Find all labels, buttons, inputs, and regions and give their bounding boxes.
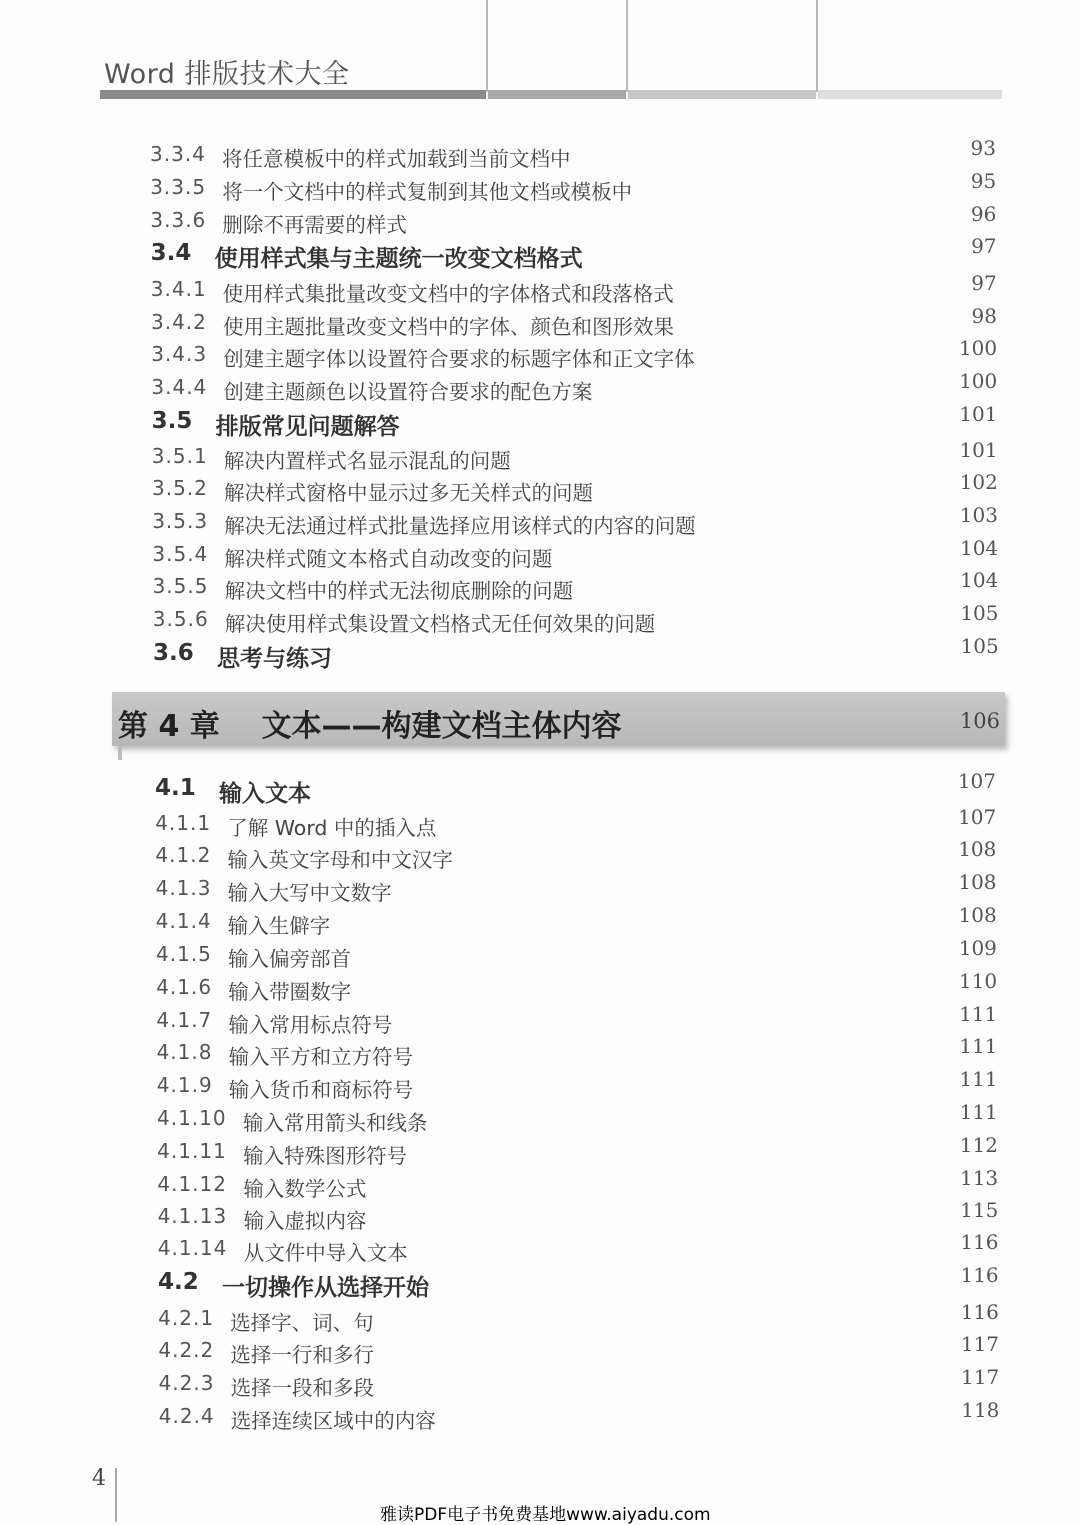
toc-entry-page: 117 <box>960 1332 1000 1356</box>
toc-entry-number: 4.1 <box>155 775 196 801</box>
toc-entry-page: 112 <box>959 1133 998 1157</box>
toc-entry-page: 111 <box>959 1002 998 1026</box>
toc-entry-number: 4.1.1 <box>155 811 212 835</box>
toc-entry[interactable] <box>0 903 1080 941</box>
toc-entry-number: 4.1.9 <box>156 1073 213 1097</box>
toc-entry-number: 4.1.12 <box>157 1172 227 1196</box>
book-title: Word 排版技术大全 <box>104 59 350 90</box>
toc-entry-title: 将任意模板中的样式加载到当前文档中 <box>222 147 571 171</box>
toc-entry-number: 3.4.1 <box>150 277 207 301</box>
toc-entry-title: 一切操作从选择开始 <box>221 1275 429 1301</box>
toc-entry-number: 4.2 <box>157 1269 199 1295</box>
toc-entry-page: 100 <box>958 336 998 360</box>
toc-entry-page: 101 <box>959 402 998 426</box>
toc-entry[interactable] <box>0 1230 1080 1268</box>
toc-entry[interactable] <box>0 1332 1080 1370</box>
toc-entry-title: 使用主题批量改变文档中的字体、颜色和图形效果 <box>223 315 674 339</box>
toc-entry-title: 输入特殊图形符号 <box>243 1144 408 1168</box>
toc-entry-title: 解决样式随文本格式自动改变的问题 <box>224 547 553 571</box>
toc-entry-number: 4.1.8 <box>156 1040 213 1064</box>
toc-entry-page: 107 <box>958 805 997 829</box>
toc-entry-page: 116 <box>960 1230 999 1254</box>
toc-section-entry[interactable] <box>0 634 1080 672</box>
toc-entry[interactable] <box>0 601 1080 639</box>
toc-entry-title: 解决文档中的样式无法彻底删除的问题 <box>224 579 574 603</box>
toc-entry-title: 将一个文档中的样式复制到其他文档或模板中 <box>222 180 633 204</box>
chapter-title: 文本——构建文档主体内容 <box>261 709 622 744</box>
toc-entry[interactable] <box>0 1166 1080 1204</box>
toc-entry-page: 95 <box>970 169 997 193</box>
chapter-page-number: 106 <box>959 709 1000 733</box>
toc-section-entry[interactable] <box>0 234 1080 272</box>
toc-entry-page: 93 <box>970 136 996 160</box>
toc-entry[interactable] <box>0 805 1080 843</box>
toc-entry-page: 111 <box>959 1034 998 1058</box>
toc-entry-title: 选择字、词、句 <box>230 1311 374 1335</box>
toc-entry[interactable] <box>0 1067 1080 1105</box>
toc-entry-title: 解决无法通过样式批量选择应用该样式的内容的问题 <box>224 514 696 538</box>
toc-entry-page: 97 <box>971 271 997 295</box>
header-bar <box>818 90 1002 99</box>
toc-entry[interactable] <box>0 369 1080 407</box>
toc-entry-page: 107 <box>957 769 996 793</box>
toc-entry-number: 3.3.5 <box>150 175 207 199</box>
toc-entry-number: 3.5.6 <box>152 607 209 631</box>
toc-entry[interactable] <box>0 336 1080 374</box>
toc-entry[interactable] <box>0 568 1080 606</box>
toc-entry-page: 104 <box>959 536 999 560</box>
toc-entry-page: 117 <box>961 1365 1000 1389</box>
toc-entry-page: 116 <box>960 1263 999 1287</box>
toc-section-entry[interactable] <box>0 1263 1080 1301</box>
toc-entry-title: 了解 Word 中的插入点 <box>227 816 437 840</box>
header-bar <box>488 90 626 99</box>
toc-entry[interactable] <box>0 1365 1080 1403</box>
toc-entry-number: 4.1.4 <box>155 909 212 933</box>
toc-entry-title: 解决样式窗格中显示过多无关样式的问题 <box>224 481 593 505</box>
toc-entry-page: 96 <box>970 202 997 226</box>
toc-entry-page: 105 <box>960 634 999 658</box>
toc-entry-title: 解决使用样式集设置文档格式无任何效果的问题 <box>224 612 656 636</box>
toc-entry-title: 从文件中导入文本 <box>243 1241 408 1265</box>
toc-entry-number: 3.5.5 <box>152 574 209 598</box>
toc-entry-page: 111 <box>959 1100 998 1124</box>
toc-entry-page: 109 <box>958 936 997 960</box>
toc-entry-title: 使用样式集批量改变文档中的字体格式和段落格式 <box>222 282 674 306</box>
toc-entry-title: 删除不再需要的样式 <box>222 213 407 237</box>
toc-entry-number: 4.1.6 <box>156 975 213 999</box>
toc-entry-number: 3.4.4 <box>151 375 208 399</box>
toc-entry[interactable] <box>0 1198 1080 1236</box>
toc-entry-number: 3.3.6 <box>150 208 207 232</box>
toc-entry-title: 输入平方和立方符号 <box>228 1045 414 1069</box>
toc-entry[interactable] <box>0 202 1080 240</box>
header-divider <box>626 0 628 92</box>
toc-entry-number: 4.1.11 <box>157 1139 227 1163</box>
toc-entry-number: 3.5.2 <box>152 476 208 500</box>
toc-entry-page: 116 <box>960 1300 999 1324</box>
toc-entry-number: 4.2.4 <box>158 1404 215 1428</box>
toc-entry[interactable] <box>0 169 1080 207</box>
toc-entry[interactable] <box>0 936 1080 974</box>
toc-entry-number: 4.1.5 <box>156 942 212 966</box>
toc-entry-page: 110 <box>958 969 998 993</box>
toc-entry[interactable] <box>0 438 1080 476</box>
toc-entry-title: 创建主题字体以设置符合要求的标题字体和正文字体 <box>223 347 695 371</box>
toc-entry-page: 115 <box>960 1198 999 1222</box>
toc-entry-number: 3.4.3 <box>151 342 208 366</box>
chapter-banner-tail <box>118 746 122 760</box>
toc-entry[interactable] <box>0 136 1080 174</box>
toc-entry-title: 使用样式集与主题统一改变文档格式 <box>214 246 583 272</box>
toc-entry-title: 输入带圈数字 <box>228 980 352 1004</box>
toc-entry-number: 3.5.1 <box>151 444 208 468</box>
toc-entry-title: 创建主题颜色以设置符合要求的配色方案 <box>223 380 593 404</box>
toc-section-entry[interactable] <box>0 402 1080 440</box>
toc-entry[interactable] <box>0 470 1080 508</box>
watermark: 雅读PDF电子书免费基地www.aiyadu.com <box>380 1505 711 1525</box>
toc-entry-title: 输入数学公式 <box>243 1177 367 1201</box>
toc-entry-number: 4.1.2 <box>155 843 212 867</box>
toc-entry[interactable] <box>0 1034 1080 1072</box>
toc-entry-title: 选择一段和多段 <box>230 1376 375 1400</box>
chapter-label: 第 4 章 <box>118 709 220 744</box>
toc-entry-title: 排版常见问题解答 <box>215 414 400 440</box>
toc-entry[interactable] <box>0 503 1080 541</box>
toc-entry-number: 4.2.3 <box>158 1371 215 1395</box>
chapter-heading[interactable] <box>118 701 622 745</box>
toc-entry-number: 3.5 <box>151 408 193 434</box>
toc-entry-title: 输入虚拟内容 <box>243 1209 367 1233</box>
toc-entry-page: 111 <box>959 1067 998 1091</box>
toc-entry[interactable] <box>0 1398 1080 1436</box>
toc-entry-number: 3.6 <box>152 640 194 666</box>
toc-entry-page: 113 <box>959 1166 999 1190</box>
header-divider <box>816 0 818 92</box>
toc-entry-page: 100 <box>959 369 998 393</box>
toc-entry[interactable] <box>0 1300 1080 1338</box>
toc-entry-number: 4.1.7 <box>156 1008 213 1032</box>
toc-entry[interactable] <box>0 870 1080 908</box>
toc-entry-title: 解决内置样式名显示混乱的问题 <box>223 449 511 473</box>
header-divider <box>486 0 488 92</box>
toc-entry[interactable] <box>0 837 1080 875</box>
toc-entry-title: 选择一行和多行 <box>230 1343 374 1367</box>
toc-entry-page: 118 <box>961 1398 1000 1422</box>
footer-rule <box>115 1468 117 1522</box>
toc-entry-page: 108 <box>958 870 997 894</box>
toc-entry[interactable] <box>0 1133 1080 1171</box>
toc-entry-page: 98 <box>971 304 997 328</box>
toc-entry-number: 3.4.2 <box>151 310 207 334</box>
toc-entry-title: 输入大写中文数字 <box>227 881 392 905</box>
header-bar <box>100 90 486 99</box>
toc-entry-number: 4.2.2 <box>158 1338 215 1362</box>
toc-entry-number: 3.3.4 <box>150 142 206 166</box>
toc-entry[interactable] <box>0 969 1080 1007</box>
toc-entry-number: 4.1.14 <box>157 1236 228 1260</box>
toc-entry-title: 输入常用标点符号 <box>228 1013 393 1037</box>
toc-entry-page: 108 <box>958 903 997 927</box>
toc-entry-number: 4.2.1 <box>158 1306 215 1330</box>
toc-entry-page: 97 <box>971 234 997 258</box>
toc-entry-number: 3.4 <box>150 240 192 266</box>
toc-entry-number: 4.1.3 <box>155 876 212 900</box>
toc-entry[interactable] <box>0 304 1080 342</box>
toc-entry-title: 输入货币和商标符号 <box>228 1078 414 1102</box>
toc-entry-number: 4.1.10 <box>156 1106 227 1130</box>
page-number: 4 <box>92 1466 106 1491</box>
toc-entry-page: 103 <box>959 503 998 527</box>
toc-entry-number: 4.1.13 <box>157 1204 228 1228</box>
toc-entry-title: 思考与练习 <box>216 646 332 672</box>
header-bar <box>628 90 816 99</box>
toc-entry-page: 105 <box>960 601 999 625</box>
toc-entry-title: 输入偏旁部首 <box>228 947 351 971</box>
toc-entry[interactable] <box>0 1100 1080 1138</box>
toc-entry-page: 104 <box>960 568 999 592</box>
toc-entry-title: 输入生僻字 <box>227 914 331 938</box>
toc-entry-number: 3.5.4 <box>152 542 209 566</box>
toc-section-entry[interactable] <box>0 769 1080 807</box>
toc-entry-page: 102 <box>959 470 998 494</box>
toc-entry[interactable] <box>0 1002 1080 1040</box>
toc-entry[interactable] <box>0 536 1080 574</box>
toc-entry-title: 输入文本 <box>219 781 311 807</box>
toc-entry-page: 108 <box>958 837 997 861</box>
toc-entry[interactable] <box>0 271 1080 309</box>
toc-entry-page: 101 <box>959 438 998 462</box>
toc-entry-title: 输入常用箭头和线条 <box>242 1111 428 1135</box>
toc-entry-title: 输入英文字母和中文汉字 <box>227 848 453 872</box>
toc-entry-title: 选择连续区域中的内容 <box>230 1409 436 1433</box>
toc-entry-number: 3.5.3 <box>152 509 209 533</box>
